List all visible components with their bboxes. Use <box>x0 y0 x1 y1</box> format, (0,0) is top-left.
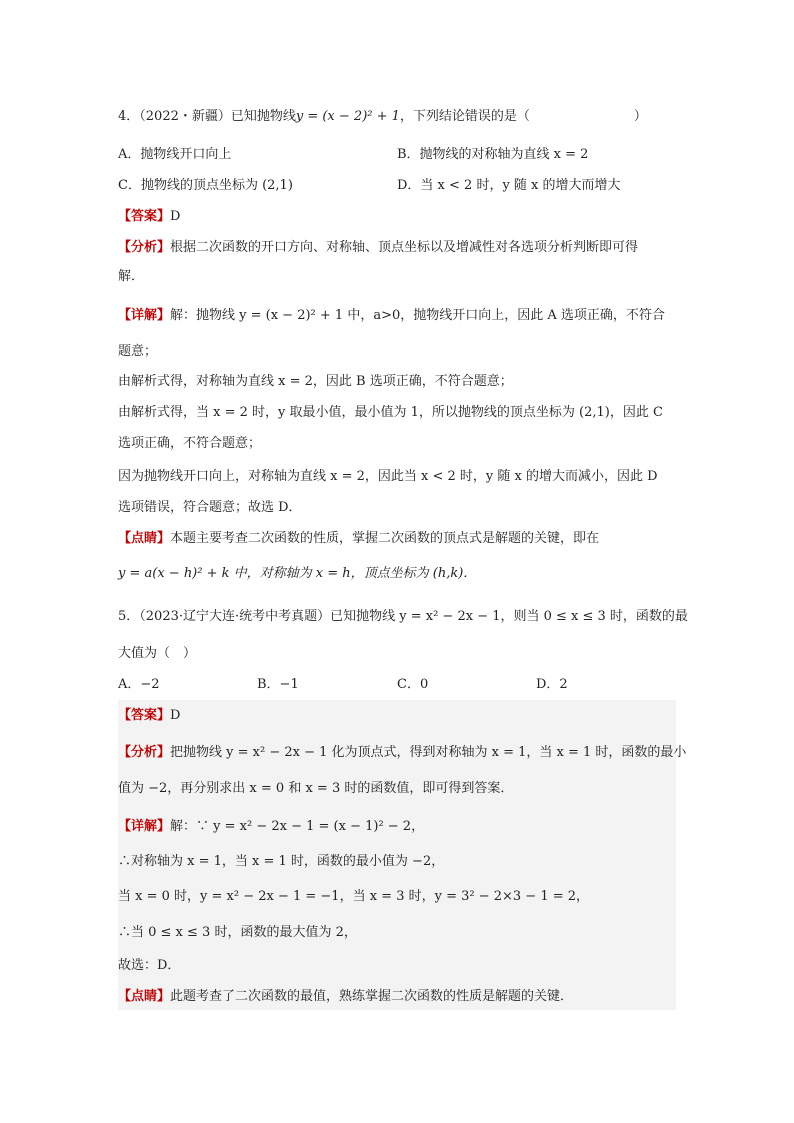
q4-option-d: D．当 x < 2 时，y 随 x 的增大而增大 <box>397 178 621 193</box>
q4-answer-value: D <box>170 209 181 224</box>
q4-comment-line-1 <box>118 530 599 548</box>
q5-stem-line-2: 大值为（ ） <box>118 646 197 661</box>
q5-comment-tag: 【点睛】 <box>118 989 171 1004</box>
q5-answer-value: D <box>170 708 181 723</box>
q4-detail-line-7: 选项错误，符合题意；故选 D． <box>118 500 302 515</box>
q4-answer-tag: 【答案】 <box>118 209 171 224</box>
q5-option-c: C．0 <box>397 677 429 692</box>
q5-analysis-tag: 【分析】 <box>118 745 171 760</box>
q4-option-c: C．抛物线的顶点坐标为 (2,1) <box>118 178 293 193</box>
q5-detail-line-1 <box>118 818 424 836</box>
q5-answer <box>118 707 180 725</box>
q4-analysis-line-1 <box>118 239 638 257</box>
q4-detail-tag: 【详解】 <box>118 308 171 323</box>
q4-answer <box>118 208 180 226</box>
q4-detail-line-3: 由解析式得，对称轴为直线 x = 2，因此 B 选项正确，不符合题意； <box>118 374 513 389</box>
q5-analysis-text-1: 把抛物线 y = x² − 2x − 1 化为顶点式，得到对称轴为 x = 1，当 x = 1 时，函数的最小 <box>170 745 687 760</box>
q5-detail-line-2: ∴对称轴为 x = 1，当 x = 1 时，函数的最小值为 −2， <box>118 854 445 869</box>
q4-stem <box>118 108 647 126</box>
q5-analysis-line-2: 值为 −2，再分别求出 x = 0 和 x = 3 时的函数值，即可得到答案． <box>118 781 514 796</box>
q5-option-d: D．2 <box>536 677 568 692</box>
q4-comment-text-1: 本题主要考查二次函数的性质，掌握二次函数的顶点式是解题的关键，即在 <box>170 531 600 546</box>
q5-detail-line-5: 故选：D． <box>118 958 181 973</box>
q4-stem-formula: y = (x − 2)² + 1 <box>295 109 400 124</box>
q4-analysis-tag: 【分析】 <box>118 240 171 255</box>
q4-stem-prefix: 4．（2022・新疆）已知抛物线 <box>118 109 296 124</box>
q5-detail-tag: 【详解】 <box>118 819 171 834</box>
q5-comment-text-1: 此题考查了二次函数的最值，熟练掌握二次函数的性质是解题的关键． <box>170 989 574 1004</box>
q5-detail-line-3: 当 x = 0 时，y = x² − 2x − 1 = −1，当 x = 3 时，y = 3² − 2×3 − 1 = 2， <box>118 889 590 904</box>
q4-analysis-text-1: 根据二次函数的开口方向、对称轴、顶点坐标以及增减性对各选项分析判断即可得 <box>170 240 639 255</box>
q4-option-b: B．抛物线的对称轴为直线 x = 2 <box>397 147 589 162</box>
q4-detail-line-2: 题意； <box>118 344 158 359</box>
q4-stem-suffix: ，下列结论错误的是（ ） <box>399 109 647 124</box>
q5-stem-line-1: 5．（2023·辽宁大连·统考中考真题）已知抛物线 y = x² − 2x − 1，则当 0 ≤ x ≤ 3 时，函数的最 <box>118 609 688 624</box>
q4-option-a: A．抛物线开口向上 <box>118 147 232 162</box>
q5-option-b: B．−1 <box>257 677 299 692</box>
q5-analysis-line-1 <box>118 744 686 762</box>
q4-comment-tag: 【点睛】 <box>118 531 171 546</box>
q4-detail-line-5: 选项正确，不符合题意； <box>118 436 262 451</box>
q4-detail-text-1: 解：抛物线 y = (x − 2)² + 1 中，a>0，抛物线开口向上，因此 A 选项正确，不符合 <box>170 308 665 323</box>
q5-comment <box>118 988 573 1006</box>
q5-detail-line-4: ∴当 0 ≤ x ≤ 3 时，函数的最大值为 2， <box>118 925 357 940</box>
q5-answer-tag: 【答案】 <box>118 708 171 723</box>
q4-detail-line-1 <box>118 307 665 325</box>
q4-analysis-line-2: 解． <box>118 269 145 284</box>
q4-detail-line-6: 因为抛物线开口向上，对称轴为直线 x = 2，因此当 x < 2 时，y 随 x 的增大而减小，因此 D <box>118 469 658 484</box>
q4-comment-line-2: y = a(x − h)² + k 中，对称轴为 x = h，顶点坐标为 (h,k)． <box>118 566 477 581</box>
q4-detail-line-4: 由解析式得，当 x = 2 时，y 取最小值，最小值为 1，所以抛物线的顶点坐标为 (2,1)，因此 C <box>118 405 663 420</box>
q5-detail-text-1: 解：∵ y = x² − 2x − 1 = (x − 1)² − 2， <box>170 819 425 834</box>
q5-option-a: A．−2 <box>118 677 160 692</box>
